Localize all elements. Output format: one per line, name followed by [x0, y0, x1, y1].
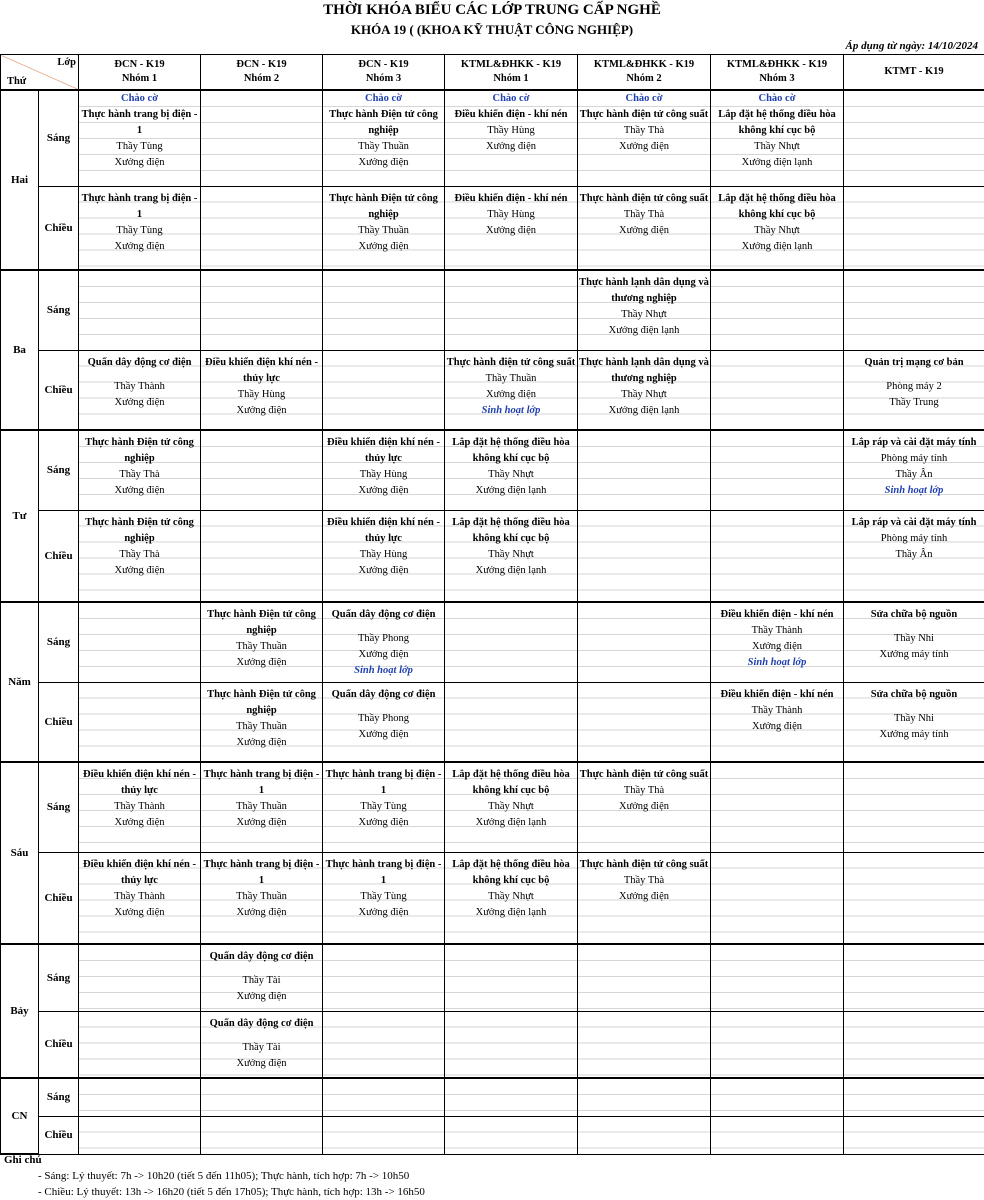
teacher-name: Thầy Tùng [116, 141, 163, 152]
flag-ceremony: Chào cờ [120, 93, 159, 104]
schedule-cell [711, 1078, 844, 1116]
session-morning: Sáng [39, 430, 79, 510]
class-group: Nhóm 2 [243, 73, 280, 84]
class-header [445, 55, 578, 91]
teacher-name: Thầy Thuần [358, 224, 409, 236]
teacher-name: Thầy Hùng [487, 125, 535, 136]
subject-name: Quấn dây động cơ điện [209, 951, 314, 962]
subject-name: Điều khiển điện khí nén - thủy lực [327, 437, 440, 464]
subject-name: Lắp ráp và cài đặt máy tính [851, 437, 977, 448]
room-name: Xưởng điện [358, 728, 409, 740]
schedule-cell [578, 944, 711, 1011]
day-label: Bảy [1, 944, 39, 1078]
schedule-cell [79, 1116, 201, 1154]
schedule-cell [79, 430, 201, 510]
teacher-name: Thầy Nhựt [754, 141, 800, 152]
room-name: Thầy Trung [889, 396, 939, 408]
schedule-cell [711, 852, 844, 944]
teacher-name: Phòng máy 2 [886, 380, 942, 392]
teacher-name: Thầy Tùng [360, 890, 407, 902]
subject-name: Quấn dây động cơ điện [87, 356, 192, 368]
schedule-cell [201, 350, 323, 430]
teacher-name: Thầy Nhi [894, 712, 934, 724]
room-name: Xưởng điện [114, 240, 165, 252]
schedule-cell [844, 852, 984, 944]
schedule-cell [844, 350, 984, 430]
subject-name: Thực hành điện tử công suất [579, 109, 709, 120]
subject-name: Lắp đặt hệ thống điều hòa không khí cục bộ [452, 516, 570, 544]
schedule-cell [323, 1011, 445, 1078]
session-afternoon: Chiều [39, 682, 79, 762]
schedule-cell [79, 510, 201, 602]
subject-name: Quản trị mạng cơ bản [864, 356, 964, 368]
class-group: Nhóm 3 [365, 73, 402, 84]
teacher-name: Thầy Hùng [487, 208, 535, 220]
teacher-name: Thầy Thuần [236, 890, 287, 902]
schedule-cell [323, 510, 445, 602]
schedule-cell [711, 762, 844, 852]
room-name: Xưởng điện [236, 906, 287, 918]
room-name: Xưởng điện lạnh [741, 240, 813, 252]
note-afternoon: - Chiều: Lý thuyết: 13h -> 16h20 (tiết 5 đến 17h05); Thực hành, tích hợp: 13h -> 16h50 [38, 1186, 425, 1198]
room-name: Xưởng điện [236, 991, 287, 1002]
room-name: Xưởng điện lạnh [475, 564, 547, 576]
schedule-cell [323, 270, 445, 350]
schedule-cell [844, 430, 984, 510]
schedule-cell [323, 602, 445, 682]
teacher-name: Thầy Thà [623, 208, 665, 220]
session-morning: Sáng [39, 90, 79, 186]
room-name: Xưởng điện [358, 485, 409, 496]
room-name: Xưởng điện [751, 641, 803, 652]
subject-name: Quấn dây động cơ điện [331, 688, 436, 700]
subject-name: Thực hành điện tử công suất [446, 356, 576, 368]
subject-name: Thực hành lạnh dân dụng và thương nghiệp [579, 277, 709, 304]
flag-ceremony: Chào cờ [492, 93, 530, 104]
col-day-label: Thứ [7, 76, 27, 87]
teacher-name: Thầy Thà [623, 874, 665, 886]
room-name: Xưởng điện [358, 157, 409, 168]
room-name: Xưởng điện [114, 817, 165, 828]
schedule-cell [445, 430, 578, 510]
schedule-cell [445, 1078, 578, 1116]
teacher-name: Thầy Thành [114, 380, 165, 392]
class-name: KTMT - K19 [884, 66, 944, 77]
subject-name: Quấn dây động cơ điện [209, 1017, 314, 1029]
schedule-cell [445, 510, 578, 602]
session-morning: Sáng [39, 602, 79, 682]
subject-name: Thực hành trang bị điện - 1 [203, 769, 320, 796]
teacher-name: Thầy Tài [242, 1041, 281, 1053]
schedule-cell [578, 186, 711, 270]
schedule-cell [445, 350, 578, 430]
schedule-cell [323, 1116, 445, 1154]
subject-name: Thực hành trang bị điện - 1 [203, 858, 320, 886]
schedule-cell [578, 602, 711, 682]
teacher-name: Phòng máy tính [880, 532, 948, 544]
schedule-cell [79, 852, 201, 944]
schedule-cell [445, 186, 578, 270]
schedule-cell [844, 1011, 984, 1078]
room-name: Xưởng điện lạnh [475, 485, 547, 496]
class-name: KTML&ĐHKK - K19 [460, 59, 562, 70]
teacher-name: Thầy Thuần [236, 801, 287, 812]
room-name: Thầy Ân [895, 548, 933, 560]
room-name: Xưởng điện [751, 720, 803, 732]
teacher-name: Thầy Thà [119, 548, 160, 560]
schedule-cell [844, 1078, 984, 1116]
schedule-cell [445, 1116, 578, 1154]
room-name: Xưởng điện [114, 485, 165, 496]
subject-name: Thực hành Điện tử công nghiệp [329, 192, 438, 220]
schedule-cell [323, 852, 445, 944]
teacher-name: Thầy Nhựt [488, 469, 534, 480]
class-group: Nhóm 2 [626, 73, 662, 84]
subject-name: Thực hành điện tử công suất [579, 858, 709, 870]
teacher-name: Thầy Nhựt [488, 548, 534, 560]
subject-name: Điều khiển điện khí nén - thủy lực [83, 858, 196, 886]
class-name: ĐCN - K19 [236, 59, 287, 70]
schedule-cell [323, 186, 445, 270]
subject-name: Thực hành trang bị điện - 1 [325, 769, 442, 796]
room-name: Xưởng điện [485, 388, 537, 400]
header-corner [1, 55, 79, 91]
room-name: Xưởng điện [236, 1057, 287, 1069]
room-name: Xưởng điện [358, 817, 409, 828]
room-name: Xưởng điện [236, 736, 287, 748]
schedule-cell [201, 510, 323, 602]
room-name: Xưởng máy tính [879, 649, 949, 660]
teacher-name: Thầy Phong [357, 633, 410, 644]
schedule-cell [844, 602, 984, 682]
schedule-cell [578, 1078, 711, 1116]
schedule-cell [79, 270, 201, 350]
teacher-name: Thầy Thành [114, 801, 165, 812]
schedule-cell [578, 1116, 711, 1154]
teacher-name: Thầy Hùng [359, 548, 408, 560]
day-label: Sáu [1, 762, 39, 944]
teacher-name: Thầy Thuần [236, 720, 287, 732]
subject-name: Thực hành Điện tử công nghiệp [329, 109, 438, 136]
schedule-cell [844, 270, 984, 350]
notes-label: Ghi chú [4, 1154, 42, 1166]
subject-name: Thực hành Điện tử công nghiệp [85, 516, 194, 544]
schedule-cell [79, 1078, 201, 1116]
schedule-cell [201, 186, 323, 270]
class-name: ĐCN - K19 [358, 59, 409, 70]
subject-name: Lắp đặt hệ thống điều hòa không khí cục bộ [718, 192, 836, 220]
schedule-cell [201, 1011, 323, 1078]
subject-name: Lắp ráp và cài đặt máy tính [851, 516, 977, 528]
session-afternoon: Chiều [39, 852, 79, 944]
schedule-cell [323, 762, 445, 852]
session-morning: Sáng [39, 762, 79, 852]
room-name: Xưởng điện [114, 906, 165, 918]
schedule-cell [201, 682, 323, 762]
schedule-cell [445, 762, 578, 852]
applied-date: Áp dụng từ ngày: 14/10/2024 [845, 40, 978, 52]
room-name: Xưởng điện lạnh [475, 906, 547, 918]
schedule-cell [711, 1116, 844, 1154]
teacher-name: Thầy Thà [623, 785, 665, 796]
teacher-name: Thầy Tùng [116, 224, 163, 236]
note-morning: - Sáng: Lý thuyết: 7h -> 10h20 (tiết 5 đến 11h05); Thực hành, tích hợp: 7h -> 10h50 [38, 1170, 410, 1182]
room-name: Xưởng điện [618, 141, 670, 152]
teacher-name: Thầy Nhựt [754, 224, 800, 236]
schedule-cell [844, 944, 984, 1011]
schedule-cell [323, 944, 445, 1011]
schedule-cell [445, 602, 578, 682]
class-group: Nhóm 1 [493, 73, 529, 84]
schedule-cell [323, 90, 445, 186]
class-meeting: Sinh hoạt lớp [747, 657, 807, 668]
subject-name: Thực hành Điện tử công nghiệp [207, 609, 316, 636]
teacher-name: Thầy Tài [242, 975, 281, 986]
schedule-cell [445, 90, 578, 186]
session-afternoon: Chiều [39, 186, 79, 270]
subject-name: Lắp đặt hệ thống điều hòa không khí cục bộ [718, 109, 836, 136]
room-name: Xưởng điện [618, 224, 670, 236]
schedule-cell [711, 186, 844, 270]
schedule-cell [711, 510, 844, 602]
schedule-cell [578, 682, 711, 762]
schedule-cell [201, 762, 323, 852]
schedule-cell [323, 350, 445, 430]
teacher-name: Thầy Phong [357, 712, 410, 724]
schedule-cell [844, 1116, 984, 1154]
room-name: Xưởng điện [618, 890, 670, 902]
schedule-cell [844, 682, 984, 762]
subject-name: Quấn dây động cơ điện [331, 609, 436, 620]
schedule-cell [578, 90, 711, 186]
subject-name: Điều khiển điện - khí nén [454, 109, 568, 120]
subject-name: Thực hành Điện tử công nghiệp [207, 688, 316, 716]
schedule-cell [201, 852, 323, 944]
subject-name: Điều khiển điện - khí nén [720, 609, 834, 620]
teacher-name: Thầy Tùng [360, 801, 407, 812]
schedule-cell [844, 510, 984, 602]
room-name: Xưởng điện [358, 564, 409, 576]
room-name: Xưởng điện lạnh [741, 157, 813, 168]
subject-name: Lắp đặt hệ thống điều hòa không khí cục bộ [452, 769, 570, 796]
schedule-cell [79, 186, 201, 270]
schedule-cell [578, 1011, 711, 1078]
day-label: CN [1, 1078, 39, 1154]
subject-name: Thực hành trang bị điện - 1 [81, 192, 198, 220]
day-label: Tư [1, 430, 39, 602]
schedule-cell [79, 90, 201, 186]
class-meeting: Sinh hoạt lớp [354, 665, 413, 676]
session-afternoon: Chiều [39, 510, 79, 602]
session-afternoon: Chiều [39, 350, 79, 430]
schedule-cell [578, 350, 711, 430]
teacher-name: Thầy Thuần [358, 141, 409, 152]
schedule-cell [201, 430, 323, 510]
schedule-cell [711, 944, 844, 1011]
schedule-cell [323, 430, 445, 510]
schedule-cell [201, 90, 323, 186]
class-header [844, 55, 984, 91]
class-group: Nhóm 1 [121, 73, 158, 84]
schedule-cell [323, 1078, 445, 1116]
session-afternoon: Chiều [39, 1011, 79, 1078]
teacher-name: Thầy Hùng [237, 388, 286, 400]
class-header [578, 55, 711, 91]
teacher-name: Thầy Nhựt [621, 388, 667, 400]
schedule-cell [79, 944, 201, 1011]
class-name: KTML&ĐHKK - K19 [726, 59, 828, 70]
schedule-cell [79, 350, 201, 430]
schedule-cell [711, 682, 844, 762]
subject-name: Thực hành lạnh dân dụng và thương nghiệp [579, 356, 709, 384]
schedule-cell [79, 762, 201, 852]
subject-name: Thực hành Điện tử công nghiệp [85, 437, 194, 464]
day-label: Năm [1, 602, 39, 762]
schedule-cell [445, 270, 578, 350]
class-header [79, 55, 201, 91]
teacher-name: Thầy Nhựt [621, 309, 667, 320]
schedule-cell [445, 1011, 578, 1078]
schedule-cell [578, 510, 711, 602]
class-name: KTML&ĐHKK - K19 [593, 59, 695, 70]
teacher-name: Phòng máy tính [880, 453, 948, 464]
schedule-cell [201, 1078, 323, 1116]
class-meeting: Sinh hoạt lớp [481, 404, 541, 416]
teacher-name: Thầy Thành [751, 704, 803, 716]
subject-name: Sửa chữa bộ nguồn [870, 688, 958, 700]
room-name: Xưởng điện [618, 801, 670, 812]
day-label: Ba [1, 270, 39, 430]
teacher-name: Thầy Thành [114, 890, 165, 902]
schedule-cell [844, 186, 984, 270]
schedule-cell [445, 682, 578, 762]
teacher-name: Thầy Nhựt [488, 801, 534, 812]
schedule-cell [201, 944, 323, 1011]
session-morning: Sáng [39, 1078, 79, 1116]
timetable [0, 54, 984, 1155]
subject-name: Thực hành điện tử công suất [579, 769, 709, 780]
schedule-cell [201, 270, 323, 350]
class-group: Nhóm 3 [759, 73, 795, 84]
room-name: Xưởng điện lạnh [608, 404, 680, 416]
subject-name: Điều khiển điện khí nén - thủy lực [83, 769, 196, 796]
class-header [711, 55, 844, 91]
flag-ceremony: Chào cờ [625, 93, 663, 104]
room-name: Xưởng điện [114, 564, 165, 576]
room-name: Xưởng điện [485, 141, 537, 152]
subject-name: Điều khiển điện khí nén - thủy lực [205, 356, 318, 384]
col-class-label: Lớp [57, 57, 76, 68]
teacher-name: Thầy Thành [751, 625, 803, 636]
room-name: Xưởng điện [485, 224, 537, 236]
teacher-name: Thầy Thà [119, 469, 160, 480]
subject-name: Lắp đặt hệ thống điều hòa không khí cục bộ [452, 858, 570, 886]
schedule-cell [79, 682, 201, 762]
schedule-cell [578, 430, 711, 510]
room-name: Xưởng điện lạnh [475, 817, 547, 828]
flag-ceremony: Chào cờ [364, 93, 403, 104]
schedule-cell [844, 90, 984, 186]
subject-name: Điều khiển điện khí nén - thủy lực [327, 516, 440, 544]
room-name: Xưởng máy tính [879, 728, 949, 740]
room-name: Xưởng điện lạnh [608, 325, 680, 336]
schedule-cell [711, 270, 844, 350]
teacher-name: Thầy Thà [623, 125, 665, 136]
class-header [323, 55, 445, 91]
page-title: THỜI KHÓA BIỂU CÁC LỚP TRUNG CẤP NGHỀ [323, 2, 661, 18]
subject-name: Thực hành trang bị điện - 1 [81, 109, 198, 136]
schedule-cell [844, 762, 984, 852]
schedule-cell [445, 852, 578, 944]
schedule-cell [79, 1011, 201, 1078]
class-header [201, 55, 323, 91]
room-name: Xưởng điện [114, 157, 165, 168]
schedule-cell [201, 1116, 323, 1154]
page-subtitle: KHÓA 19 ( (KHOA KỸ THUẬT CÔNG NGHIỆP) [350, 22, 634, 37]
session-morning: Sáng [39, 944, 79, 1011]
subject-name: Thực hành điện tử công suất [579, 192, 709, 204]
room-name: Xưởng điện [358, 649, 409, 660]
subject-name: Sửa chữa bộ nguồn [870, 609, 958, 620]
teacher-name: Thầy Hùng [359, 469, 408, 480]
session-afternoon: Chiều [39, 1116, 79, 1154]
room-name: Xưởng điện [358, 240, 409, 252]
teacher-name: Thầy Nhi [894, 633, 934, 644]
schedule-cell [711, 90, 844, 186]
day-label: Hai [1, 90, 39, 270]
teacher-name: Thầy Thuần [485, 372, 537, 384]
subject-name: Điều khiển điện - khí nén [454, 192, 568, 204]
session-morning: Sáng [39, 270, 79, 350]
schedule-cell [711, 350, 844, 430]
class-meeting: Sinh hoạt lớp [884, 485, 944, 496]
room-name: Xưởng điện [236, 657, 287, 668]
schedule-cell [711, 602, 844, 682]
schedule-cell [578, 270, 711, 350]
teacher-name: Thầy Nhựt [488, 890, 534, 902]
room-name: Thầy Ân [895, 469, 933, 480]
teacher-name: Thầy Thuần [236, 641, 287, 652]
schedule-cell [711, 1011, 844, 1078]
room-name: Xưởng điện [236, 404, 287, 416]
subject-name: Thực hành trang bị điện - 1 [325, 858, 442, 886]
room-name: Xưởng điện [358, 906, 409, 918]
schedule-cell [445, 944, 578, 1011]
room-name: Xưởng điện [114, 396, 165, 408]
schedule-cell [711, 430, 844, 510]
schedule-cell [79, 602, 201, 682]
schedule-cell [323, 682, 445, 762]
subject-name: Lắp đặt hệ thống điều hòa không khí cục bộ [452, 437, 570, 464]
schedule-cell [578, 762, 711, 852]
subject-name: Điều khiển điện - khí nén [720, 688, 834, 700]
room-name: Xưởng điện [236, 817, 287, 828]
flag-ceremony: Chào cờ [758, 93, 796, 104]
schedule-cell [578, 852, 711, 944]
class-name: ĐCN - K19 [114, 59, 165, 70]
schedule-cell [201, 602, 323, 682]
